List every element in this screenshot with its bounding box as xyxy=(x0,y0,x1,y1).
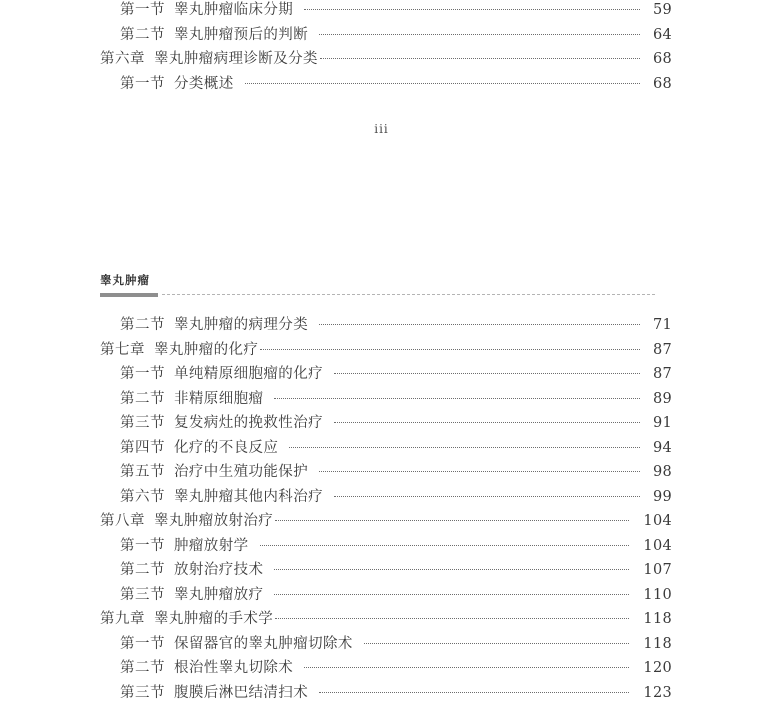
toc-entry-page-number: 68 xyxy=(652,75,672,92)
toc-entry-page-number: 94 xyxy=(652,439,672,456)
toc-entry-page-number: 87 xyxy=(652,341,672,358)
toc-entry-page-number: 87 xyxy=(652,366,672,382)
header-rule-dashed-segment xyxy=(162,294,655,295)
toc-entry[interactable] xyxy=(120,534,672,558)
toc-entry-page-number: 64 xyxy=(652,26,672,43)
toc-entry[interactable] xyxy=(120,387,672,411)
toc-leader-dots xyxy=(260,340,640,354)
toc-leader-dots xyxy=(320,49,640,63)
toc-entry-page-number: 99 xyxy=(652,488,672,505)
toc-entry-label: 第八章 xyxy=(100,513,145,529)
toc-entry[interactable] xyxy=(120,436,672,460)
toc-entry[interactable] xyxy=(120,656,672,680)
toc-entry[interactable] xyxy=(120,632,672,656)
toc-entry-label: 第三节 xyxy=(120,415,165,431)
toc-entry[interactable] xyxy=(120,485,672,509)
toc-leader-dots xyxy=(275,511,629,525)
toc-entry-page-number: 98 xyxy=(652,464,672,480)
toc-entry-page-number: 89 xyxy=(652,390,672,407)
toc-entry-label: 第二节 xyxy=(120,562,165,578)
toc-entry-page-number: 118 xyxy=(643,635,672,652)
toc-entry-title: 治疗中生殖功能保护 xyxy=(174,464,309,480)
toc-leader-dots xyxy=(334,487,640,501)
header-rule-solid-segment xyxy=(100,293,158,297)
toc-entry-label: 第二节 xyxy=(120,26,165,43)
toc-entry-title: 睾丸肿瘤的病理分类 xyxy=(174,317,309,333)
running-header: 睾丸肿瘤 xyxy=(100,273,150,287)
toc-leader-dots xyxy=(245,74,640,88)
toc-entry-label: 第一节 xyxy=(120,75,165,92)
toc-entry-label: 第三节 xyxy=(120,586,165,603)
toc-entry-page-number: 118 xyxy=(643,611,672,627)
toc-entry[interactable] xyxy=(120,583,672,607)
toc-entry-page-number: 71 xyxy=(652,317,672,333)
toc-entry-label: 第二节 xyxy=(120,660,165,676)
toc-entry[interactable] xyxy=(120,681,672,705)
toc-entry[interactable] xyxy=(120,460,672,484)
toc-entry[interactable] xyxy=(120,362,672,386)
folio-page-number: iii xyxy=(374,122,389,136)
toc-entry-title: 保留器官的睾丸肿瘤切除术 xyxy=(174,635,353,652)
toc-entry-title: 单纯精原细胞瘤的化疗 xyxy=(174,366,323,382)
toc-entry[interactable] xyxy=(120,313,672,337)
toc-entry-page-number: 104 xyxy=(643,513,672,529)
toc-entry-title: 非精原细胞瘤 xyxy=(174,390,264,407)
toc-entry[interactable] xyxy=(100,607,672,631)
toc-entry-title: 分类概述 xyxy=(174,75,234,92)
toc-entry[interactable] xyxy=(120,23,672,47)
toc-leader-dots xyxy=(334,364,640,378)
toc-entry-title: 睾丸肿瘤其他内科治疗 xyxy=(174,488,323,505)
toc-entry-title: 腹膜后淋巴结清扫术 xyxy=(174,684,309,701)
toc-entry-page-number: 59 xyxy=(652,2,672,18)
toc-entry-title: 睾丸肿瘤放疗 xyxy=(174,586,264,603)
toc-leader-dots xyxy=(275,609,629,623)
toc-entry-title: 睾丸肿瘤的手术学 xyxy=(154,611,274,627)
toc-entry[interactable] xyxy=(100,338,672,362)
toc-leader-dots xyxy=(319,683,629,697)
toc-entry-title: 睾丸肿瘤的化疗 xyxy=(154,341,259,358)
toc-entry-title: 根治性睾丸切除术 xyxy=(174,660,294,676)
toc-entry[interactable] xyxy=(120,0,672,22)
toc-leader-dots xyxy=(274,585,629,599)
toc-leader-dots xyxy=(289,438,640,452)
toc-leader-dots xyxy=(319,462,640,476)
toc-entry-title: 睾丸肿瘤临床分期 xyxy=(174,2,294,18)
toc-entry-label: 第一节 xyxy=(120,635,165,652)
toc-entry-title: 复发病灶的挽救性治疗 xyxy=(174,415,323,431)
toc-entry[interactable] xyxy=(100,509,672,533)
toc-entry-title: 睾丸肿瘤预后的判断 xyxy=(174,26,309,43)
toc-entry-label: 第六节 xyxy=(120,488,165,505)
toc-leader-dots xyxy=(260,536,630,550)
toc-entry-page-number: 104 xyxy=(643,537,672,554)
toc-leader-dots xyxy=(304,658,629,672)
toc-entry-page-number: 123 xyxy=(643,684,672,701)
toc-entry-label: 第二节 xyxy=(120,317,165,333)
toc-entry-label: 第五节 xyxy=(120,464,165,480)
toc-leader-dots xyxy=(334,413,640,427)
toc-entry-label: 第一节 xyxy=(120,2,165,18)
toc-entry-label: 第一节 xyxy=(120,537,165,554)
toc-entry-page-number: 91 xyxy=(652,415,672,431)
toc-entry-label: 第二节 xyxy=(120,390,165,407)
toc-entry-label: 第六章 xyxy=(100,51,145,67)
toc-entry-label: 第三节 xyxy=(120,684,165,701)
toc-entry-label: 第九章 xyxy=(100,611,145,627)
toc-entry-title: 化疗的不良反应 xyxy=(174,439,279,456)
toc-entry-label: 第一节 xyxy=(120,366,165,382)
toc-entry[interactable] xyxy=(120,72,672,96)
toc-entry-title: 睾丸肿瘤病理诊断及分类 xyxy=(154,51,318,67)
toc-entry-page-number: 110 xyxy=(643,586,672,603)
toc-entry[interactable] xyxy=(120,558,672,582)
toc-entry-page-number: 120 xyxy=(643,660,672,676)
toc-leader-dots xyxy=(364,634,629,648)
toc-leader-dots xyxy=(304,0,640,14)
toc-entry-label: 第七章 xyxy=(100,341,145,358)
toc-entry-label: 第四节 xyxy=(120,439,165,456)
toc-entry[interactable] xyxy=(100,47,672,71)
toc-leader-dots xyxy=(274,389,640,403)
toc-entry-page-number: 68 xyxy=(652,51,672,67)
toc-entry-title: 放射治疗技术 xyxy=(174,562,264,578)
header-rule xyxy=(100,291,655,299)
toc-leader-dots xyxy=(319,25,640,39)
toc-entry-title: 睾丸肿瘤放射治疗 xyxy=(154,513,274,529)
toc-leader-dots xyxy=(319,315,640,329)
toc-entry[interactable] xyxy=(120,411,672,435)
toc-entry-title: 肿瘤放射学 xyxy=(174,537,249,554)
toc-leader-dots xyxy=(274,560,629,574)
toc-entry-page-number: 107 xyxy=(643,562,672,578)
